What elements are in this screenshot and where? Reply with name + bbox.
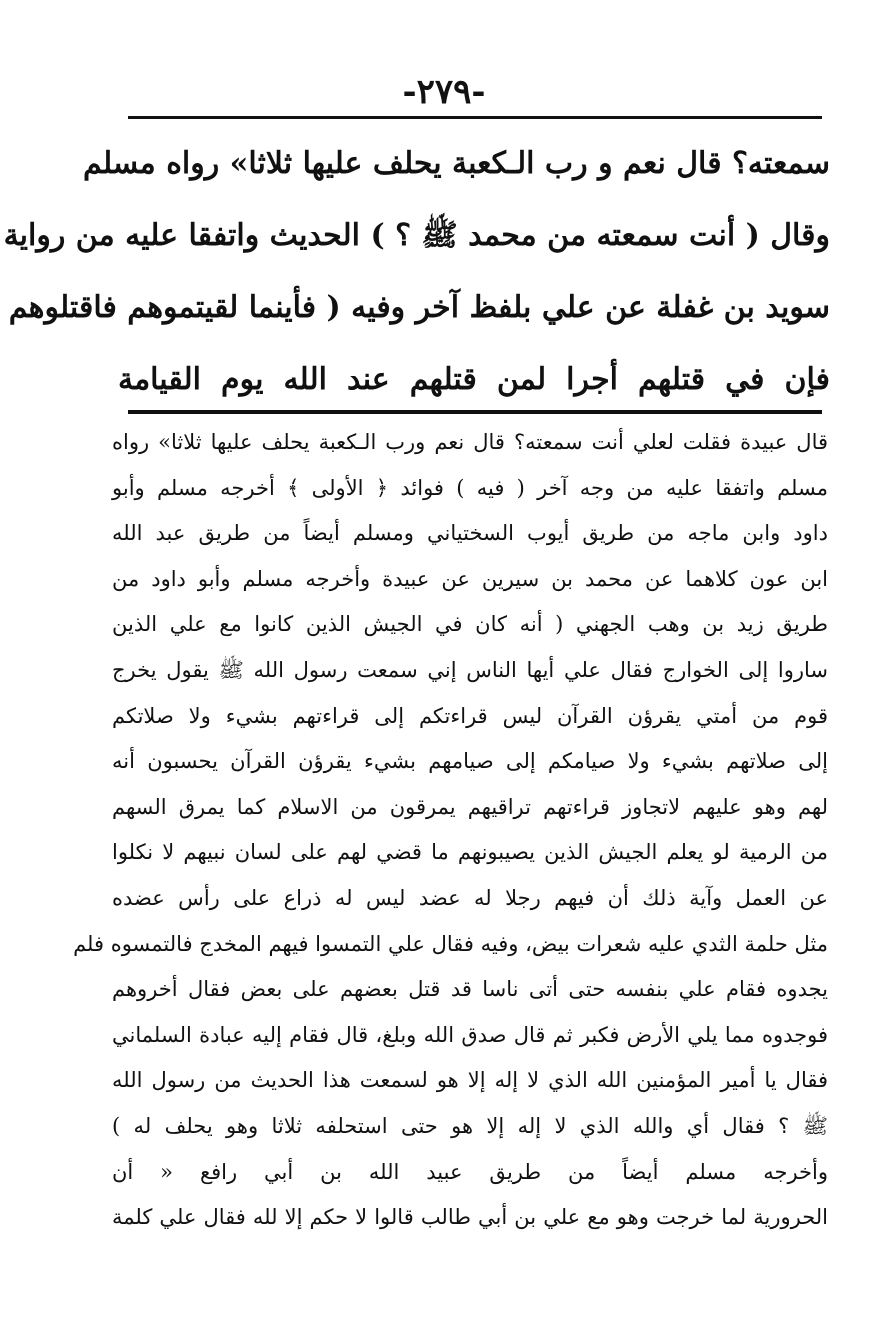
commentary-text-block bbox=[73, 420, 828, 1241]
commentary-line: إلى صلاتهم بشيء ولا صيامكم إلى صيامهم بشيء يقرؤن القرآن يحسبون أنه bbox=[112, 749, 828, 774]
commentary-line: فوجدوه مما يلي الأرض فكبر ثم قال صدق الله وبلغ، قال فقام إليه عبادة السلماني bbox=[112, 1022, 828, 1047]
commentary-line: وأخرجه مسلم أيضاً من طريق عبيد الله بن أبي رافع « أن bbox=[112, 1159, 828, 1184]
hadith-line: سويد بن غفلة عن علي بلفظ آخر وفيه ( فأينما لقيتموهم فاقتلوهم bbox=[8, 290, 830, 325]
commentary-line: ساروا إلى الخوارج فقال علي أيها الناس إني سمعت رسول الله ﷺ يقول يخرج bbox=[112, 657, 828, 682]
hadith-line: وقال ( أنت سمعته من محمد ﷺ ؟ ) الحديث واتفقا عليه من رواية bbox=[3, 218, 830, 253]
page-number: -٢٧٩- bbox=[402, 72, 486, 112]
commentary-line: الحرورية لما خرجت وهو مع علي بن أبي طالب قالوا لا حكم إلا لله فقال علي كلمة bbox=[112, 1205, 828, 1230]
hadith-text-block bbox=[3, 128, 830, 416]
commentary-line: ابن عون كلاهما عن محمد بن سيرين عن عبيدة وأخرجه مسلم وأبو داود من bbox=[112, 566, 828, 591]
hadith-line: سمعته؟ قال نعم و رب الـكعبة يحلف عليها ثلاثا» رواه مسلم bbox=[83, 146, 830, 181]
commentary-line: يجدوه فقام علي بنفسه حتى أتى ناسا قد قتل بعضهم على بعض فقال أخروهم bbox=[112, 977, 828, 1002]
section-divider-rule bbox=[128, 410, 822, 414]
hadith-line: فإن في قتلهم أجرا لمن قتلهم عند الله يوم القيامة bbox=[118, 362, 830, 397]
commentary-line: من الرمية لو يعلم الجيش الذين يصيبونهم ما قضي لهم على لسان نبيهم لا نكلوا bbox=[112, 840, 828, 865]
commentary-line: فقال يا أمير المؤمنين الله الذي لا إله إلا هو لسمعت هذا الحديث من رسول الله bbox=[112, 1068, 828, 1093]
commentary-line: قال عبيدة فقلت لعلي أنت سمعته؟ قال نعم ورب الـكعبة يحلف عليها ثلاثا» رواه bbox=[112, 430, 828, 454]
commentary-line: قوم من أمتي يقرؤن القرآن ليس قراءتكم إلى قراءتهم بشيء ولا صلاتكم bbox=[112, 703, 828, 728]
commentary-line: ﷺ ؟ فقال أي والله الذي لا إله إلا هو حتى استحلفه ثلاثا وهو يحلف له ) bbox=[112, 1113, 828, 1138]
top-rule bbox=[128, 116, 822, 119]
commentary-line: عن العمل وآية ذلك أن فيهم رجلا له عضد ليس له ذراع على رأس عضده bbox=[112, 885, 828, 910]
commentary-line: مسلم واتفقا عليه من وجه آخر ( فيه ) فوائد ﴿ الأولى ﴾ أخرجه مسلم وأبو bbox=[112, 475, 828, 500]
commentary-line: داود وابن ماجه من طريق أيوب السختياني ومسلم أيضاً من طريق عبد الله bbox=[112, 521, 828, 546]
commentary-line: لهم وهو عليهم لاتجاوز قراءتهم تراقيهم يمرقون من الاسلام كما يمرق السهم bbox=[112, 794, 828, 819]
commentary-line: مثل حلمة الثدي عليه شعرات بيض، وفيه فقال علي التمسوا فيهم المخدج فالتمسوه فلم bbox=[73, 931, 828, 956]
commentary-line: طريق زيد بن وهب الجهني ( أنه كان في الجيش الذين كانوا مع علي الذين bbox=[112, 612, 828, 637]
